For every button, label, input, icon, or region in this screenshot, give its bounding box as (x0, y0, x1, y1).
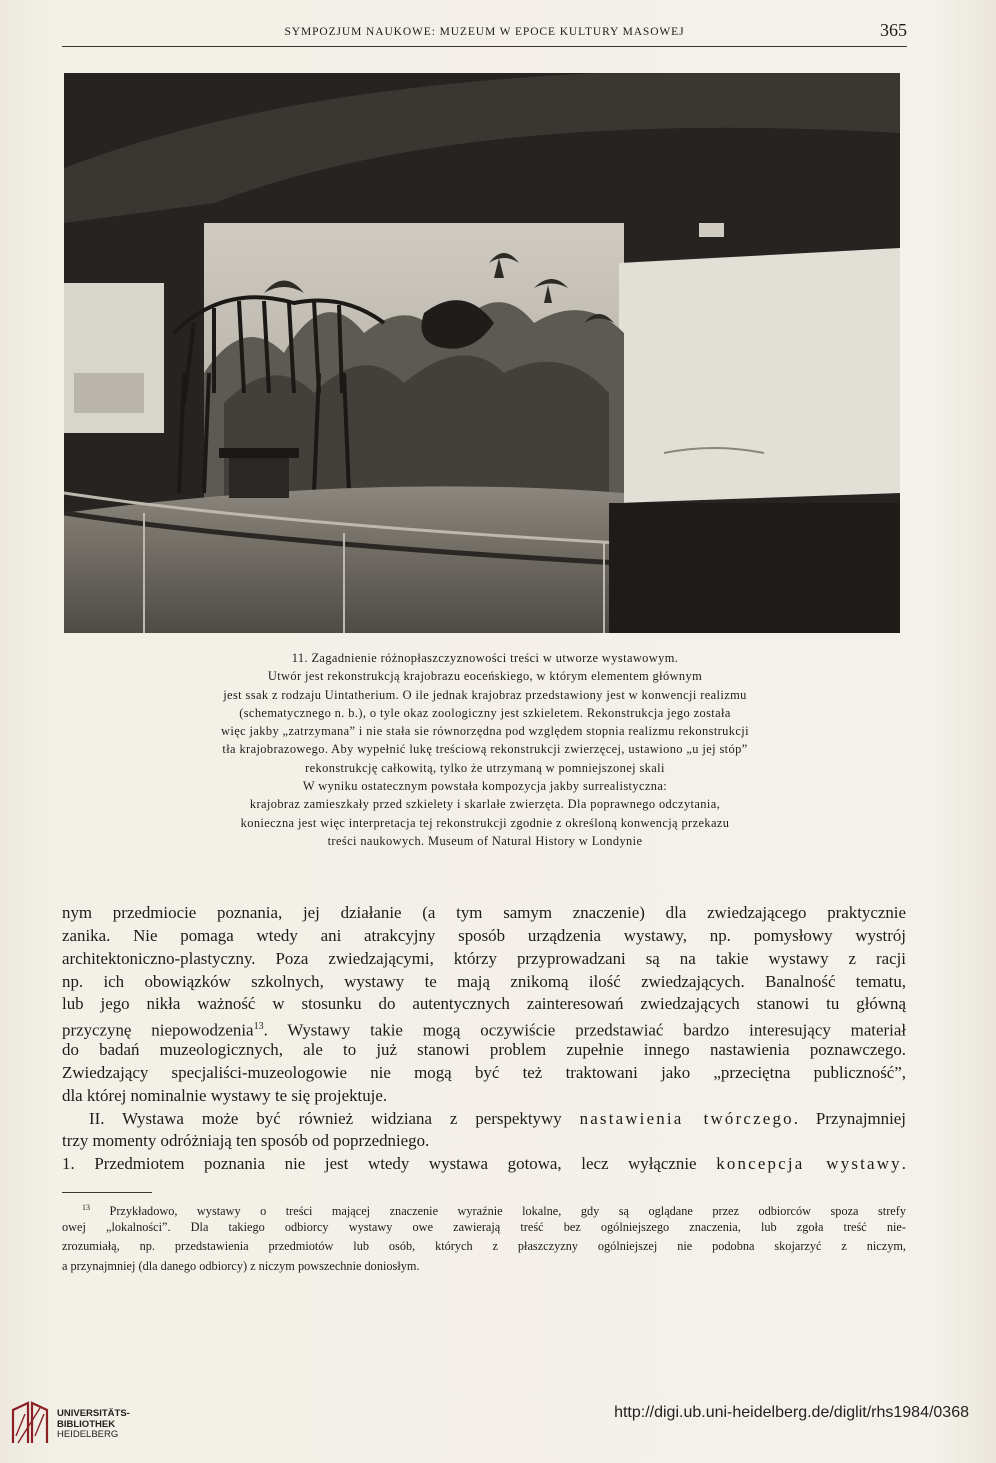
text-line: dla której nominalnie wystawy te się projektuje. (62, 1085, 388, 1105)
caption-line: treści naukowych. Museum of Natural History w Londynie (327, 833, 643, 848)
footnote-number: 13 (82, 1203, 90, 1212)
text-line: zanika. Nie pomaga wtedy ani atrakcyjny sposób urządzenia wystawy, np. pomysłowy wystrój (62, 925, 906, 945)
footnote-line: a przynajmniej (dla danego odbiorcy) z niczym powszechnie doniosłym. (62, 1258, 420, 1273)
running-head (62, 20, 907, 47)
caption-line: W wyniku ostatecznym powstała kompozycja jakby surrealistyczna: (302, 779, 668, 794)
spaced-emphasis: nastawienia twórczego (579, 1108, 794, 1128)
text-fragment: przyczynę niepowodzenia (62, 1020, 254, 1040)
photo-illustration (64, 73, 900, 633)
running-title: SYMPOZJUM NAUKOWE: MUZEUM W EPOCE KULTURY MASOWEJ (284, 26, 685, 38)
text-line (62, 1016, 906, 1039)
text-fragment: 1. Przedmiotem poznania nie jest wtedy wystawa gotowa, lecz wyłącznie (62, 1154, 717, 1174)
library-name-line: UNIVERSITÄTS- (57, 1408, 130, 1419)
footnote-line: owej „lokalności”. Dla takiego odbiorcy wystawy owe zawierają treść bez ogólniejszego znaczenia, lub zgoła treść nie- (62, 1219, 906, 1234)
text-fragment: II. Wystawa może być również widziana z perspektywy (89, 1108, 580, 1128)
text-fragment: Przykładowo, wystawy o treści mającej znaczenie wyraźnie lokalne, gdy są oglądane przez odbiorców spoza strefy (90, 1204, 906, 1219)
footnote-reference: 13 (253, 1021, 264, 1033)
text-line: nym przedmiocie poznania, jej działanie (a tym samym znaczenie) dla zwiedzającego praktycznie (62, 903, 906, 922)
library-name-line: BIBLIOTHEK (57, 1418, 116, 1430)
spaced-emphasis: koncepcja wystawy (716, 1154, 902, 1174)
museum-diorama-photograph (64, 73, 900, 633)
library-name-line: HEIDELBERG (57, 1429, 119, 1440)
library-name (57, 1409, 130, 1441)
text-line: architektoniczno-plastyczny. Poza zwiedzającymi, którzy przyprowadzani są na takie wystawy z racji (62, 948, 906, 968)
body-text (62, 902, 906, 1176)
digital-library-url[interactable]: http://digi.ub.uni-heidelberg.de/diglit/rhs1984/0368 (614, 1404, 969, 1421)
caption-line: jest ssak z rodzaju Uintatherium. O ile jednak krajobraz przedstawiony jest w konwencji realizmu (223, 687, 747, 702)
text-line (62, 1108, 906, 1131)
library-emblem-icon (10, 1400, 50, 1446)
caption-line: krajobraz zamieszkały przed szkielety i skarlałe zwierzęta. Dla poprawnego odczytania, (249, 797, 721, 812)
caption-line: więc jakby „zatrzymana” i nie stała sie równorzędna pod względem stopnia realizmu rekonstrukcji (221, 724, 749, 739)
caption-line: (schematycznego n. b.), o tyle okaz zoologiczny jest szkieletem. Rekonstrukcja jego została (239, 705, 731, 720)
footnote-line (62, 1198, 906, 1218)
library-logo (10, 1400, 150, 1450)
page-number: 365 (880, 20, 907, 40)
footnote (62, 1198, 906, 1276)
text-fragment: . Przynajmniej (793, 1108, 906, 1128)
footnote-rule (62, 1192, 152, 1193)
caption-line: rekonstrukcję całkowitą, tylko że utrzymaną w pomniejszonej skali (305, 760, 665, 775)
footnote-line: zrozumiałą, np. przedstawienia przedmiotów lub osób, których z płaszczyzny ogólniejszej nie podobna skojarzyć z niczym, (62, 1239, 906, 1254)
caption-line: konieczna jest więc interpretacja tej rekonstrukcji zgodnie z określoną konwencją przekazu (240, 815, 730, 830)
text-line (62, 1153, 906, 1176)
text-line: np. ich obowiązków szkolnych, wystawy te mają znikomą ilość zwiedzających. Banalność tematu, (62, 971, 906, 991)
caption-line: 11. Zagadnienie różnopłaszczyznowości treści w utworze wystawowym. (291, 651, 679, 665)
figure-caption (100, 649, 870, 850)
text-line: trzy momenty odróżniają ten sposób od poprzedniego. (62, 1131, 430, 1151)
text-line: lub jego nikła ważność w stosunku do autentycznych zainteresowań zwiedzających stanowi tu główną (62, 994, 906, 1014)
text-fragment: . Wystawy takie mogą oczywiście przedstawiać bardzo interesujący materiał (263, 1020, 907, 1040)
text-line: do badań muzeologicznych, ale to już stanowi problem zupełnie innego nastawienia poznawczego. (62, 1040, 906, 1060)
text-fragment: . (901, 1154, 906, 1174)
text-line: Zwiedzający specjaliści-muzeologowie nie mogą być też traktowani jako „przeciętna publiczność”, (62, 1062, 906, 1082)
caption-line: tła krajobrazowego. Aby wypełnić lukę treściową rekonstrukcji zwierzęcej, ustawiono „u jej stóp” (222, 742, 748, 757)
caption-line: Utwór jest rekonstrukcją krajobrazu eoceńskiego, w którym elementem głównym (267, 669, 703, 684)
